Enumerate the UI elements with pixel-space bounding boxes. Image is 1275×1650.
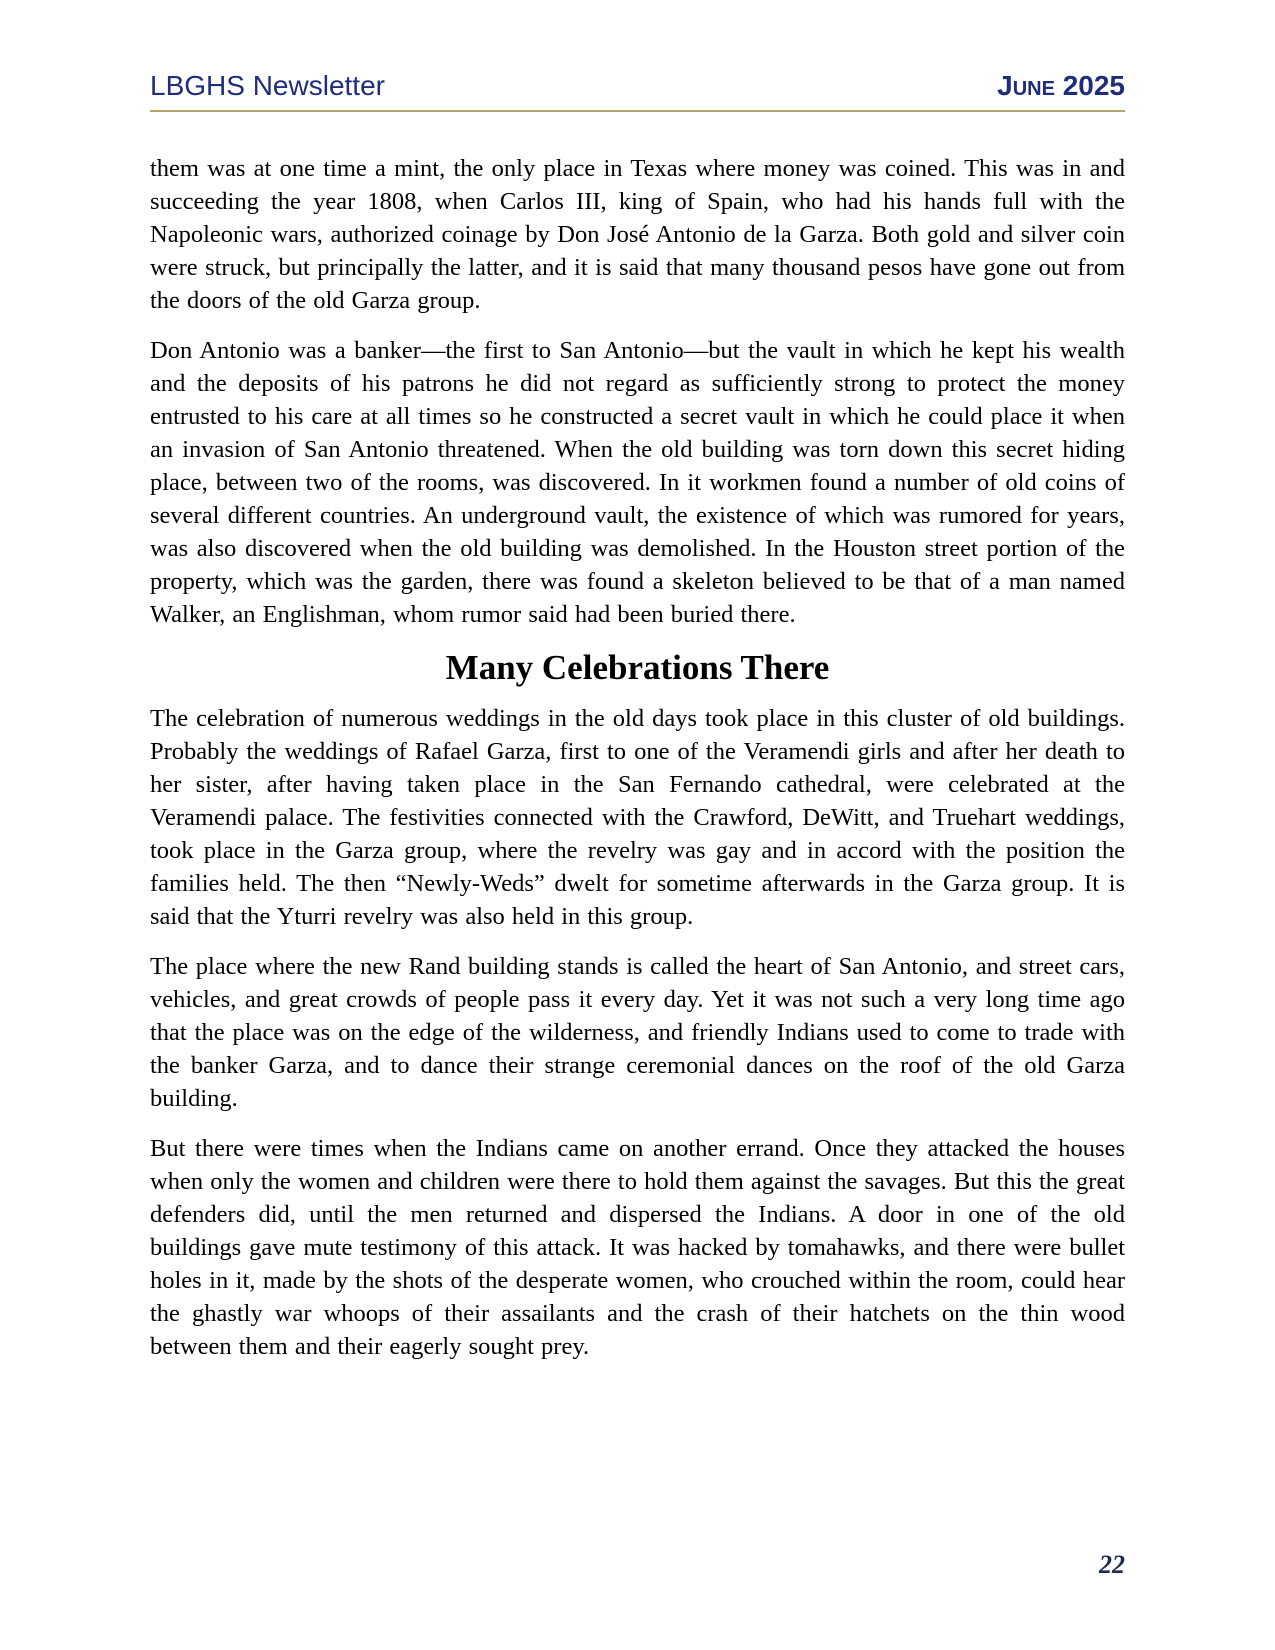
paragraph-rand-building: The place where the new Rand building stands is called the heart of San Antonio, and street cars, vehicles, and great crowds of people pass it every day. Yet it was not such a very long time ago that the place was on the edge of the wilderness, and friendly Indians used to come to trade with the banker Garza, and to dance their strange ceremonial dances on the roof of the old Garza building. — [150, 953, 1125, 1112]
paragraph-banker-vault: Don Antonio was a banker—the first to San Antonio—but the vault in which he kept his wealth and the deposits of his patrons he did not regard as sufficiently strong to protect the money entrusted to his care at all times so he constructed a secret vault in which he could place it when an invasion of San Antonio threatened. When the old building was torn down this secret hiding place, between two of the rooms, was discovered. In it workmen found a number of old coins of several different countries. An underground vault, the existence of which was rumored for years, was also discovered when the old building was demolished. In the Houston street portion of the property, which was the garden, there was found a skeleton believed to be that of a man named Walker, an Englishman, whom rumor said had been buried there. — [150, 337, 1125, 628]
page-number: 22 — [1099, 1550, 1125, 1579]
paragraph-indian-attack: But there were times when the Indians came on another errand. Once they attacked the houses when only the women and children were there to hold them against the savages. But this the great defenders did, until the men returned and dispersed the Indians. A door in one of the old buildings gave mute testimony of this attack. It was hacked by tomahawks, and there were bullet holes in it, made by the shots of the desperate women, who crouched within the room, could hear the ghastly war whoops of their assailants and the crash of their hatchets on the thin wood between them and their eagerly sought prey. — [150, 1135, 1125, 1360]
paragraph-weddings: The celebration of numerous weddings in the old days took place in this cluster of old buildings. Probably the weddings of Rafael Garza, first to one of the Veramendi girls and after her death to her sister, after having taken place in the San Fernando cathedral, were celebrated at the Veramendi palace. The festivities connected with the Crawford, DeWitt, and Truehart weddings, took place in the Garza group, where the revelry was gay and in accord with the position the families held. The then “Newly-Weds” dwelt for sometime afterwards in the Garza group. It is said that the Yturri revelry was also held in this group. — [150, 705, 1125, 930]
newsletter-title: LBGHS Newsletter — [150, 70, 385, 101]
article-body — [150, 152, 1125, 1363]
page-header — [150, 0, 1125, 112]
section-heading: Many Celebrations There — [445, 648, 830, 687]
issue-date: June 2025 — [997, 70, 1125, 101]
paragraph-mint-coinage: them was at one time a mint, the only place in Texas where money was coined. This was in and succeeding the year 1808, when Carlos III, king of Spain, who had his hands full with the Napoleonic wars, authorized coinage by Don José Antonio de la Garza. Both gold and silver coin were struck, but principally the latter, and it is said that many thousand pesos have gone out from the doors of the old Garza group. — [150, 155, 1125, 314]
